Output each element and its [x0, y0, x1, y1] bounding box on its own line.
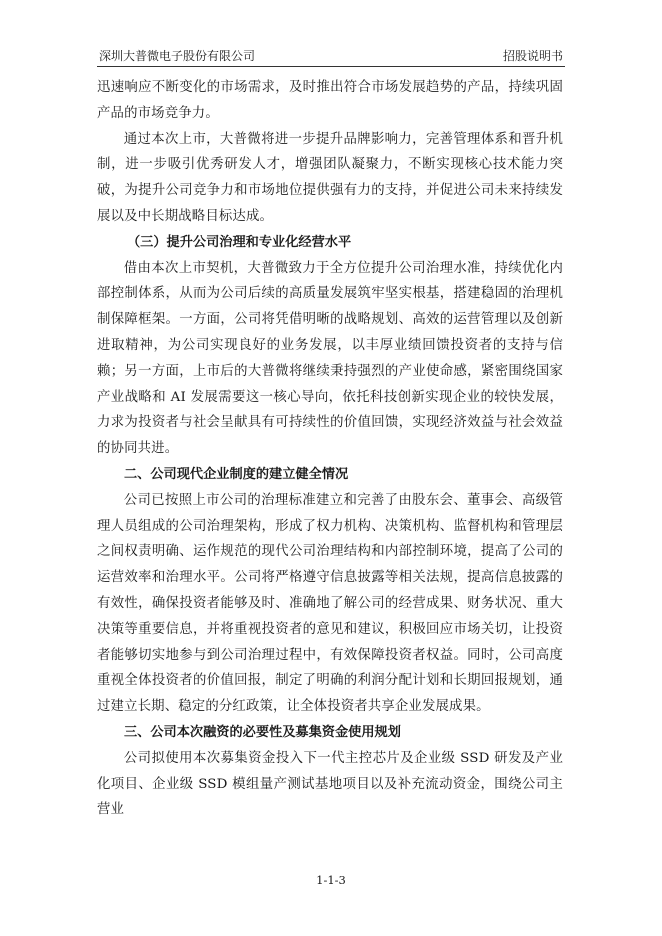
paragraph-financing-plan: 公司拟使用本次募集资金投入下一代主控芯片及企业级 SSD 研发及产业化项目、企业级 SSD 模组量产测试基地项目以及补充流动资金，围绕公司主营业 — [97, 750, 563, 818]
heading-modern-enterprise-system: 二、公司现代企业制度的建立健全情况 — [124, 466, 349, 482]
page-header — [97, 44, 565, 67]
page-number: 1-1-3 — [316, 873, 346, 887]
paragraph-modern-enterprise-system: 公司已按照上市公司的治理标准建立和完善了由股东会、董事会、高级管理人员组成的公司治理架构，形成了权力机构、决策机构、监督机构和管理层之间权责明确、运作规范的现代公司治理结构和内部控制环境，提高了公司的运营效率和治理水平。公司将严格遵守信息披露等相关法规，提高信息披露的有效性，确保投资者能够及时、准确地了解公司的经营成果、财务状况、重大决策等重要信息，并将重视投资者的意见和建议，积极回应市场关切，让投资者能够切实地参与到公司治理过程中，有效保障投资者权益。同时，公司高度重视全体投资者的价值回报，制定了明确的利润分配计划和长期回报规划，通过建立长期、稳定的分红政策，让全体投资者共享企业发展成果。 — [97, 492, 563, 715]
subheading-governance-improvement: （三）提升公司治理和专业化经营水平 — [127, 234, 352, 250]
header-company-name: 深圳大普微电子股份有限公司 — [99, 49, 256, 63]
heading-financing-necessity: 三、公司本次融资的必要性及募集资金使用规划 — [124, 724, 401, 740]
paragraph-governance-improvement: 借由本次上市契机，大普微致力于全方位提升公司治理水准，持续优化内部控制体系，从而为公司后续的高质量发展筑牢坚实根基，搭建稳固的治理机制保障框架。一方面，公司将凭借明晰的战略规划、高效的运营管理以及创新进取精神，为公司实现良好的业务发展，以丰厚业绩回馈投资者的支持与信赖；另一方面，上市后的大普微将继续秉持强烈的产业使命感，紧密围绕国家产业战略和 AI 发展需要这一核心导向，依托科技创新实现企业的较快发展，力求为投资者与社会呈献具有可持续性的价值回馈，实现经济效益与社会效益的协同共进。 — [97, 260, 563, 457]
header-document-type: 招股说明书 — [502, 49, 563, 63]
paragraph-market-response: 迅速响应不断变化的市场需求，及时推出符合市场发展趋势的产品，持续巩固产品的市场竞争力。 — [97, 80, 563, 121]
page-body — [97, 75, 563, 823]
paragraph-listing-benefits: 通过本次上市，大普微将进一步提升品牌影响力，完善管理体系和晋升机制，进一步吸引优秀研发人才，增强团队凝聚力，不断实现核心技术能力突破，为提升公司竞争力和市场地位提供强有力的支持，并促进公司未来持续发展以及中长期战略目标达成。 — [97, 131, 563, 224]
